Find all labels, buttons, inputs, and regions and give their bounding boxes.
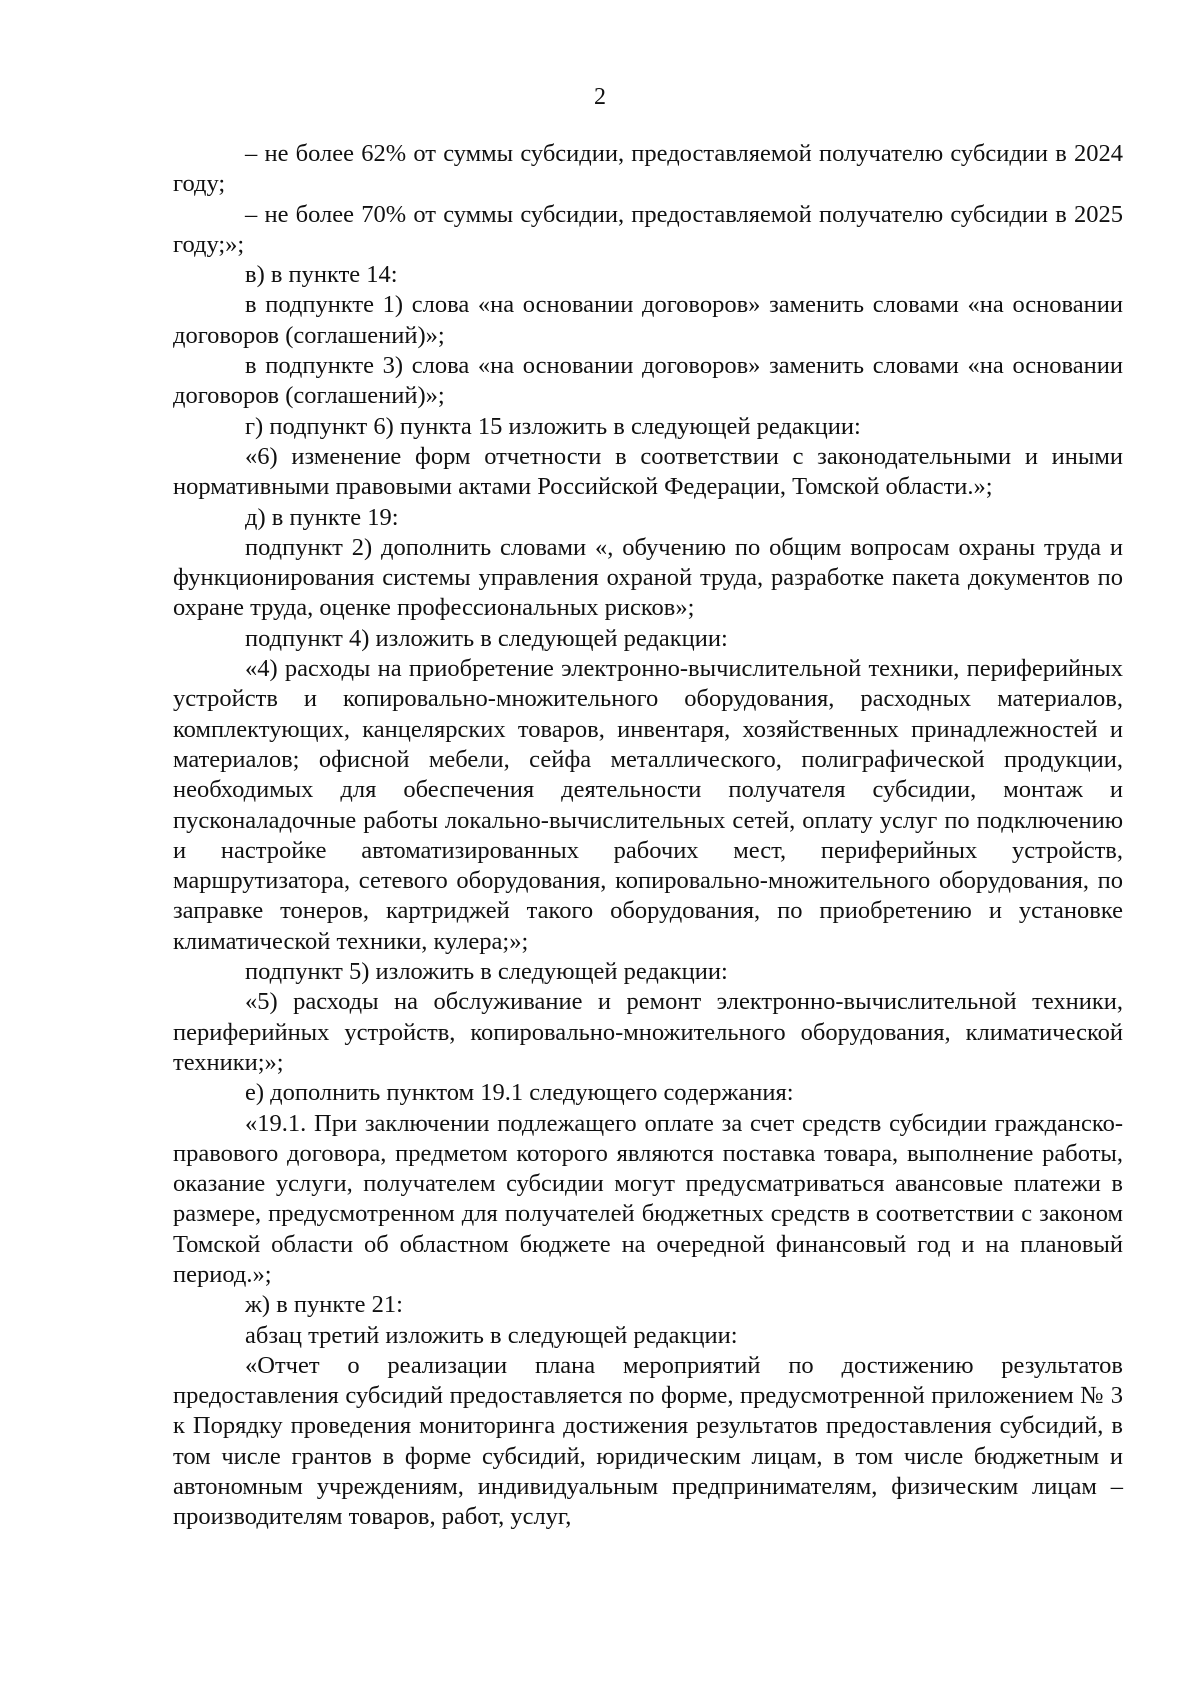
paragraph: «5) расходы на обслуживание и ремонт электронно-вычислительной техники, периферийных устройств, копировально-множительного оборудования, климатической техники;»; (173, 988, 1123, 1076)
paragraph: ж) в пункте 21: (245, 1291, 403, 1319)
paragraph: в) в пункте 14: (245, 261, 398, 289)
paragraph: в подпункте 3) слова «на основании договоров» заменить словами «на основании договоров (соглашений)»; (173, 352, 1123, 410)
paragraph: – не более 70% от суммы субсидии, предоставляемой получателю субсидии в 2025 году;»; (173, 200, 1123, 258)
paragraph: «6) изменение форм отчетности в соответствии с законодательными и иными нормативными правовыми актами Российской Федерации, Томской области.»; (173, 442, 1123, 501)
paragraph: д) в пункте 19: (245, 503, 399, 531)
paragraph: абзац третий изложить в следующей редакции: (245, 1321, 738, 1349)
paragraph: подпункт 2) дополнить словами «, обучению по общим вопросам охраны труда и функционирования системы управления охраной труда, разработке пакета документов по охране труда, оценке профессиональных рисков»; (173, 533, 1123, 622)
page-number: 2 (594, 84, 606, 110)
paragraph: «4) расходы на приобретение электронно-вычислительной техники, периферийных устройств и копировально-множительного оборудования, расходных материалов, комплектующих, канцелярских товаров, инвентаря, хозяйственных принадлежностей и материалов; офисной мебели, сейфа металлического, полиграфической продукции, необходимых для обеспечения деятельности получателя субсидии, монтаж и пусконаладочные работы локально-вычислительных сетей, оплату услуг по подключению и настройке автоматизированных рабочих мест, периферийных устройств, маршрутизатора, сетевого оборудования, копировально-множительного оборудования, по заправке тонеров, картриджей такого оборудования, по приобретению и установке климатической техники, кулера;»; (173, 655, 1123, 955)
paragraph: г) подпункт 6) пункта 15 изложить в следующей редакции: (245, 412, 861, 440)
paragraph: е) дополнить пунктом 19.1 следующего содержания: (245, 1079, 794, 1107)
paragraph: подпункт 5) изложить в следующей редакции: (245, 958, 728, 986)
paragraph: «19.1. При заключении подлежащего оплате за счет средств субсидии гражданско-правового договора, предметом которого являются поставка товара, выполнение работы, оказание услуги, получателем субсидии могут предусматриваться авансовые платежи в размере, предусмотренном для получателей бюджетных средств в соответствии с законом Томской области об областном бюджете на очередной финансовый год и на плановый период.»; (173, 1109, 1123, 1288)
paragraph: – не более 62% от суммы субсидии, предоставляемой получателю субсидии в 2024 году; (173, 140, 1123, 198)
paragraph: в подпункте 1) слова «на основании договоров» заменить словами «на основании договоров (соглашений)»; (173, 291, 1123, 349)
document-body (173, 139, 1123, 1533)
paragraph: подпункт 4) изложить в следующей редакции: (245, 624, 728, 652)
paragraph: «Отчет о реализации плана мероприятий по достижению результатов предоставления субсидий предоставляется по форме, предусмотренной приложением № 3 к Порядку проведения мониторинга достижения результатов предоставления субсидий, в том числе грантов в форме субсидий, юридическим лицам, в том числе бюджетным и автономным учреждениям, индивидуальным предпринимателям, физическим лицам – производителям товаров, работ, услуг, (173, 1351, 1123, 1531)
